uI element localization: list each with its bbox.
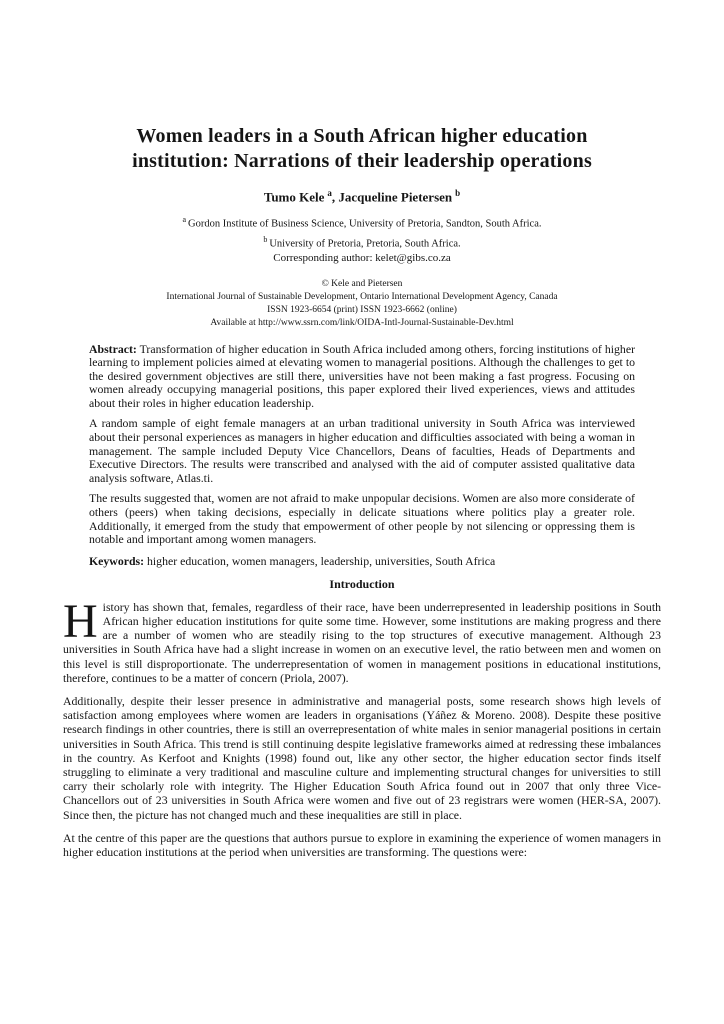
paper-title-line-2: institution: Narrations of their leadership operations	[132, 150, 592, 172]
affiliation-b	[0, 232, 724, 252]
copyright-line: © Kele and Pietersen	[321, 279, 403, 290]
paper-header	[0, 0, 724, 330]
author-marker-2: b	[455, 188, 461, 198]
availability-line: Available at http://www.ssrn.com/link/OIDA-Intl-Journal-Sustainable-Dev.html	[210, 317, 514, 328]
abstract-paragraph-3: The results suggested that, women are not afraid to make unpopular decisions. Women are also more considerate of others (peers) when taking decisions, especially in delicate situations where politics play a greater role. Additionally, it emerged from the study that empowerment of other people by not silencing or oppressing them is notable and important among women managers.	[89, 491, 635, 547]
affiliation-b-text: University of Pretoria, Pretoria, South Africa.	[269, 238, 461, 250]
abstract-paragraph-1	[89, 343, 635, 411]
introduction-paragraph-3: At the centre of this paper are the questions that authors pursue to explore in examining the experience of women managers in higher education institutions at the period when universities are transforming. The questions were:	[63, 830, 661, 860]
corresponding-author: Corresponding author: kelet@gibs.co.za	[273, 252, 451, 265]
paper-title	[0, 124, 724, 174]
keywords-text: higher education, women managers, leadership, universities, South Africa	[144, 553, 496, 568]
author-name-1: Tumo Kele	[263, 189, 325, 205]
paper-title-line-1: Women leaders in a South African higher education	[136, 125, 588, 147]
abstract-section	[89, 343, 635, 547]
abstract-paragraph-1-text: Transformation of higher education in South Africa included among others, forcing institutions of higher learning to implement policies aimed at elevating women to managerial positions. Although the challenges to get to the desired government objectives are still there, universities have not been making a fast progress. Focusing on women already occupying managerial positions, this paper explored their lived experiences, views and attitudes about their roles in higher education leadership.	[89, 341, 635, 410]
drop-cap: H	[63, 594, 98, 648]
author-line	[0, 188, 724, 205]
affiliation-b-marker: b	[263, 234, 268, 244]
journal-imprint	[0, 278, 724, 329]
introduction-section	[63, 594, 661, 860]
keywords-line	[89, 554, 635, 568]
keywords-label: Keywords:	[89, 553, 145, 568]
journal-name-line: International Journal of Sustainable Development, Ontario International Development Agency, Canada	[166, 292, 558, 303]
author-name-2: Jacqueline Pietersen	[338, 189, 453, 205]
introduction-paragraph-1	[63, 594, 661, 685]
issn-line: ISSN 1923-6654 (print) ISSN 1923-6662 (online)	[267, 304, 457, 315]
introduction-paragraph-1-text: istory has shown that, females, regardless of their race, have been underrepresented in leadership positions in South African higher education institutions for quite some time. However, some institutions are making progress and there are a number of women who are steadily rising to the top structures of executive management. Although 23 universities in South Africa have had a slight increase in women on an executive level, the ratio between men and women on this level is still disproportionate. The underrepresentation of women in management positions in educational institutions, therefore, continues to be a matter of concern (Priola, 2007).	[63, 599, 661, 685]
affiliation-a-text: Gordon Institute of Business Science, University of Pretoria, Sandton, South Africa.	[188, 218, 542, 230]
author-marker-1: a	[327, 188, 332, 198]
abstract-paragraph-2: A random sample of eight female managers at an urban traditional university in South Africa was interviewed about their personal experiences as managers in higher education and difficulties associated with being a woman in management. The sample included Deputy Vice Chancellors, Deans of faculties, Heads of Departments and Executive Directors. The results were transcribed and analysed with the aid of computer assisted qualitative data analysis software, Atlas.ti.	[89, 416, 635, 485]
introduction-paragraph-2: Additionally, despite their lesser presence in administrative and managerial posts, some research shows high levels of satisfaction among employees where women are leaders in organisations (Yáñez & Moreno. 2008). Despite these positive research findings in other countries, there is still an overrepresentation of white males in senior managerial positions in certain universities in South Africa. This trend is still continuing despite legislative frameworks aimed at redressing these imbalances in the country. As Kerfoot and Knights (1998) found out, like any other sector, the higher education sector finds itself struggling to eliminate a very traditional and masculine culture and implementing structural changes for universities to still carry their scholarly role with integrity. The Higher Education South Africa found out in 2007 that only three Vice-Chancellors out of 23 universities in South Africa were women and five out of 23 registrars were women (HER-SA, 2007). Since then, the picture has not changed much and these inequalities are still in place.	[63, 694, 661, 822]
affiliation-a	[0, 212, 724, 232]
author-separator: ,	[331, 189, 339, 205]
abstract-label: Abstract:	[89, 341, 137, 356]
affiliations	[0, 212, 724, 266]
section-heading-introduction: Introduction	[329, 576, 395, 591]
affiliation-a-marker: a	[182, 215, 187, 225]
